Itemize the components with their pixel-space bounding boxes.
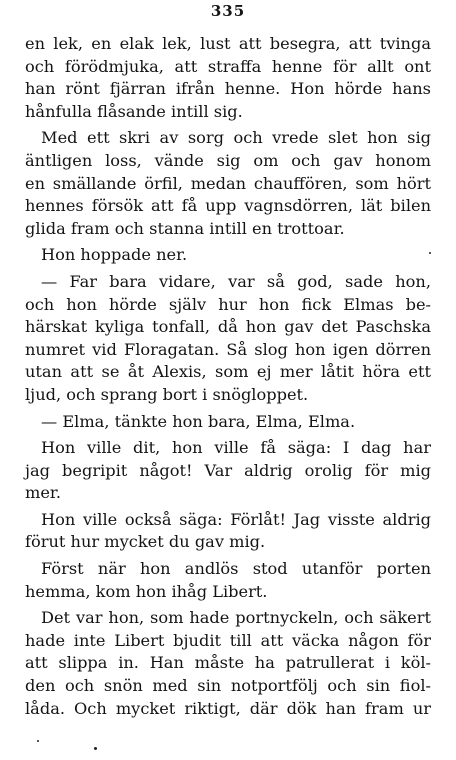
text-line: glida fram och stanna intill en trottoar. [25, 218, 345, 238]
text-line: han rönt fjärran ifrån henne. Hon hörde hans [25, 79, 431, 99]
text-line: Med ett skri av sorg och vrede slet hon sig [41, 128, 431, 148]
text-line: ljud, och sprang bort i snögloppet. [25, 384, 309, 404]
paragraph [25, 411, 431, 434]
paragraph [25, 33, 431, 123]
body-text [25, 33, 431, 720]
text-line: och förödmjuka, att straffa henne för allt ont [25, 56, 431, 76]
print-speck [429, 252, 431, 254]
text-line: låda. Och mycket riktigt, där dök han fram ur [25, 698, 431, 718]
text-line: Hon ville också säga: Förlåt! Jag visste aldrig [41, 509, 431, 529]
text-line: mer. [25, 483, 62, 503]
text-line: att slippa in. Han måste ha patrullerat i köl- [25, 653, 431, 673]
paragraph [25, 127, 431, 240]
text-line: hennes försök att få upp vagnsdörren, lät bilen [25, 196, 431, 216]
text-line: Först när hon andlös stod utanför porten [41, 559, 431, 579]
text-line: den och snön med sin notportfölj och sin fiol- [25, 676, 431, 696]
text-line: Hon ville dit, hon ville få säga: I dag har [41, 438, 431, 458]
paragraph [25, 558, 431, 603]
text-line: hånfulla flåsande intill sig. [25, 101, 243, 121]
text-line: en lek, en elak lek, lust att besegra, att tvinga [25, 34, 431, 53]
text-line: — Elma, tänkte hon bara, Elma, Elma. [41, 411, 356, 431]
print-speck [37, 740, 39, 742]
text-line: — Far bara vidare, var så god, sade hon, [41, 271, 431, 291]
text-line: hade inte Libert bjudit till att väcka någon för [25, 630, 431, 650]
paragraph [25, 509, 431, 554]
text-line: förut hur mycket du gav mig. [25, 532, 266, 552]
paragraph [25, 271, 431, 407]
paragraph [25, 607, 431, 720]
page-number: 335 [210, 2, 246, 20]
text-line: Hon hoppade ner. [41, 245, 188, 265]
text-line: och hon hörde själv hur hon fick Elmas be- [25, 294, 431, 314]
text-line: härskat kyliga tonfall, då hon gav det Paschska [25, 317, 431, 337]
text-line: utan att se åt Alexis, som ej mer låtit höra ett [25, 362, 431, 382]
paragraph [25, 437, 431, 505]
text-line: äntligen loss, vände sig om och gav honom [25, 150, 431, 170]
text-line: numret vid Floragatan. Så slog hon igen dörren [25, 339, 431, 359]
text-line: hemma, kom hon ihåg Libert. [25, 581, 268, 601]
print-speck [94, 747, 97, 750]
text-line: Det var hon, som hade portnyckeln, och säkert [41, 608, 431, 628]
text-line: en smällande örfil, medan chauffören, som hört [25, 173, 431, 193]
text-line: jag begripit något! Var aldrig orolig för mig [25, 460, 431, 480]
paragraph [25, 244, 431, 267]
